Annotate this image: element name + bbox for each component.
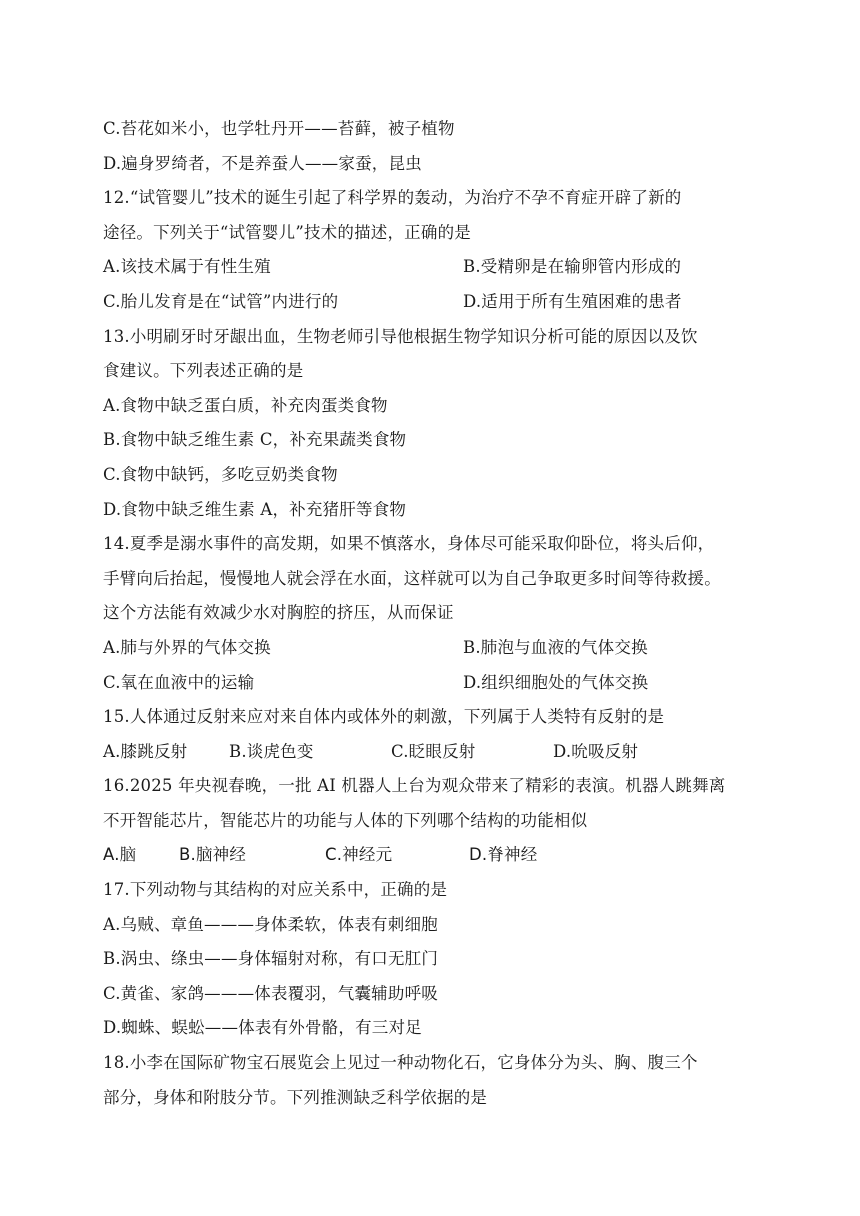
- q12-options-row2: [103, 285, 763, 320]
- q16-option-a: A.脑: [103, 845, 137, 865]
- q13-stem-line1: 13.小明刷牙时牙龈出血，生物老师引导他根据生物学知识分析可能的原因以及饮: [103, 326, 698, 346]
- q15-option-c: C.眨眼反射: [391, 741, 476, 761]
- q13-option-c: C.食物中缺钙，多吃豆奶类食物: [103, 464, 338, 484]
- q12-stem-line2: 途径。下列关于“试管婴儿”技术的描述，正确的是: [103, 222, 471, 242]
- q15-options-row: [103, 735, 763, 770]
- q14-option-d: D.组织细胞处的气体交换: [463, 672, 649, 692]
- q16-option-b: B.脑神经: [179, 845, 247, 865]
- q18-stem-line1: 18.小李在国际矿物宝石展览会上见过一种动物化石，它身体分为头、胸、腹三个: [103, 1053, 698, 1073]
- q17-option-d: D.蜘蛛、蜈蚣——体表有外骨骼，有三对足: [103, 1018, 422, 1038]
- q15-option-d: D.吮吸反射: [553, 741, 639, 761]
- q16-stem-line1: 16.2025 年央视春晚，一批 AI 机器人上台为观众带来了精彩的表演。机器人跳舞离: [103, 776, 726, 796]
- q13-stem-line2: 食建议。下列表述正确的是: [103, 361, 304, 381]
- q17-option-b: B.涡虫、绦虫——身体辐射对称，有口无肛门: [103, 949, 439, 969]
- q12-options-row1: [103, 250, 763, 285]
- q15-option-b: B.谈虎色变: [229, 741, 314, 761]
- q14-option-a: A.肺与外界的气体交换: [103, 637, 271, 657]
- q12-option-a: A.该技术属于有性生殖: [103, 257, 271, 277]
- q12-option-c: C.胎儿发育是在“试管”内进行的: [103, 291, 339, 311]
- q11-option-d: D.遍身罗绮者，不是养蚕人——家蚕，昆虫: [103, 153, 422, 173]
- q14-stem-line3: 这个方法能有效减少水对胸腔的挤压，从而保证: [103, 603, 454, 623]
- q12-stem-line1: 12.“试管婴儿”技术的诞生引起了科学界的轰动，为治疗不孕不育症开辟了新的: [103, 188, 682, 208]
- q16-options-row: [103, 838, 763, 873]
- q14-stem-line1: 14.夏季是溺水事件的高发期，如果不慎落水，身体尽可能采取仰卧位，将头后仰，: [103, 534, 715, 554]
- q16-option-c: C.神经元: [325, 845, 393, 865]
- q16-option-d: D.脊神经: [469, 845, 538, 865]
- q16-stem-line2: 不开智能芯片，智能芯片的功能与人体的下列哪个结构的功能相似: [103, 810, 588, 830]
- q13-option-d: D.食物中缺乏维生素 A，补充猪肝等食物: [103, 499, 407, 519]
- q17-option-c: C.黄雀、家鸽———体表覆羽，气囊辅助呼吸: [103, 983, 438, 1003]
- exam-page: [103, 112, 763, 1115]
- q11-option-c: C.苔花如米小，也学牡丹开——苔藓，被子植物: [103, 119, 455, 138]
- q14-option-b: B.肺泡与血液的气体交换: [463, 637, 648, 657]
- q14-options-row2: [103, 666, 763, 701]
- q17-stem-line1: 17.下列动物与其结构的对应关系中，正确的是: [103, 880, 448, 900]
- q15-option-a: A.膝跳反射: [103, 741, 188, 761]
- q12-option-d: D.适用于所有生殖困难的患者: [463, 291, 682, 311]
- q14-stem-line2: 手臂向后抬起，慢慢地人就会浮在水面，这样就可以为自己争取更多时间等待救援。: [103, 568, 721, 588]
- q13-option-b: B.食物中缺乏维生素 C，补充果蔬类食物: [103, 430, 407, 450]
- q18-stem-line2: 部分，身体和附肢分节。下列推测缺乏科学依据的是: [103, 1087, 488, 1107]
- q12-option-b: B.受精卵是在输卵管内形成的: [463, 257, 682, 277]
- q15-stem-line1: 15.人体通过反射来应对来自体内或体外的刺激，下列属于人类特有反射的是: [103, 707, 665, 727]
- q14-options-row1: [103, 631, 763, 666]
- q13-option-a: A.食物中缺乏蛋白质，补充肉蛋类食物: [103, 395, 388, 415]
- q14-option-c: C.氧在血液中的运输: [103, 672, 255, 692]
- q17-option-a: A.乌贼、章鱼———身体柔软，体表有刺细胞: [103, 914, 438, 934]
